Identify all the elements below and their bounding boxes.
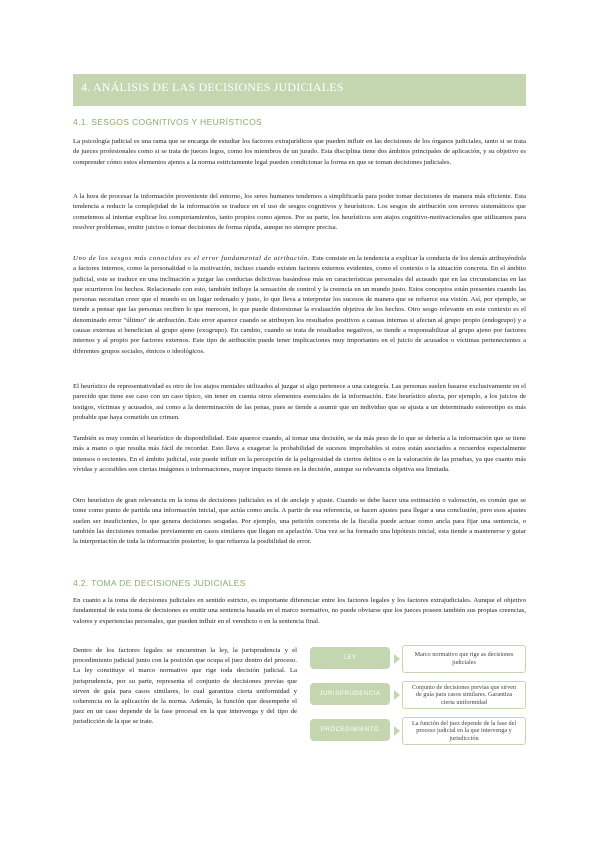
paragraph: También es muy común el heurístico de disponibilidad. Este aparece cuando, al tomar una decisión, se da más peso de lo que se debería a la información que se tiene más a mano o que resulta más fácil de recordar. Esto lleva a exagerar la probabilidad de sucesos improbables si estos están asociados a recuerdos especialmente intensos o recientes. En el ámbito judicial, este puede influir en la percepción de la peligrosidad de ciertos delitos o en la valoración de las pruebas, ya que cuanto más vívidas y accesibles son ciertas imágenes o informaciones, mayor impacto tienen en la decisión, aunque su relevancia objetiva sea limitada. [73,435,526,473]
diagram-description: Marco normativo que rige as decisiones judiciales [402,645,526,673]
section-title: 4. ANÁLISIS DE LAS DECISIONES JUDICIALES [81,80,344,94]
paragraph: En cuanto a la toma de decisiones judiciales en sentido estricto, es importante diferenciar entre los factores legales y los factores extrajudiciales. Aunque el objetivo fundamental de esta toma de decisiones es emitir una sentencia basada en el marco normativo, no puede obviarse que los jueces poseen también sus propias creencias, valores y experiencias personales, que pueden influir en el veredicto o en la sentencia final. [73,597,526,625]
diagram-row-ley [310,645,528,675]
emphasis-text: Uno de los sesgos más conocidos es el error fundamental de atribución. [73,255,311,262]
diagram-description: La función del juez depende de la fase del proceso judicial en la que intervenga y jurisdicción [402,717,526,745]
diagram-label: LEY [310,647,390,669]
diagram-description: Conjunto de decisiones previas que sirven de guía para casos similares. Garantiza cierta uniformidad [402,681,526,709]
paragraph: A la hora de procesar la información proveniente del entorno, los seres humanos tendemos a simplificarla para poder tomar decisiones de manera más eficiente. Esta tendencia a reducir la complejidad de la información se traduce en el uso de sesgos cognitivos y heurísticos. Los sesgos de atribución son errores sistemáticos que cometemos al intentar explicar los comportamientos, tanto propios como ajenos. Por su parte, los heurísticos son atajos cognitivo-motivacionales que utilizamos para resolver problemas, emitir juicios o tomar decisiones de forma rápida, aunque no siempre precisa. [73,193,526,231]
paragraph: El heurístico de representatividad es otro de los atajos mentales utilizados al juzgar si algo pertenece a una categoría. Las personas suelen basarse exclusivamente en el parecido que tiene ese caso con un caso típico, sin tener en cuenta otros elementos esenciales de la información. Este heurístico afecta, por ejemplo, a los juicios de testigos, víctimas y acusados, así como a la determinación de las penas, pues se tiende a asumir que un individuo que se ajusta a un determinado estereotipo es más probable que haya cometido un crimen. [73,383,526,421]
paragraph [73,254,526,357]
paragraph-text: Este consiste en la tendencia a explicar la conducta de los demás atribuyéndola a factores internos, como la personalidad o la motivación, incluso cuando existen factores externos evidentes, como el contexto o la situación concreta. En el ámbito judicial, este se traduce en una inclinación a juzgar las conductas delictivas basándose más en características personales del acusado que en las circunstancias en las que ocurrieron los hechos. Relacionado con esto, también influye la sensación de control y la creencia en un mundo justo. Estos conceptos están presentes cuando las personas necesitan creer que el mundo es un lugar ordenado y justo, lo que lleva a interpretar los sucesos de manera que se refuerce esa visión. Así, por ejemplo, se tiende a pensar que las personas reciben lo que merecen, lo que puede distorsionar la evaluación objetiva de los hechos. Otro sesgo relevante en este contexto es el denominado error "último" de atribución. Este error aparece cuando se atribuyen los resultados positivos a causas internas si afectan al grupo propio (endogrupo) y a causas externas si benefician al grupo ajeno (exogrupo). En cambio, cuando se trata de resultados negativos, se tiende a responsabilizar al grupo ajeno por factores internos y al propio por factores externos. Este tipo de atribución puede tener implicaciones muy importantes en el juicio de acusados o víctimas pertenecientes a diferentes grupos sociales, étnicos o ideológicos. [73,255,527,355]
diagram-row-jurisprudencia [310,681,528,711]
arrow-right-icon [394,654,400,664]
subsection-title-toma-decisiones: 4.2. TOMA DE DECISIONES JUDICIALES [73,578,246,588]
diagram-row-procedimiento [310,717,528,747]
diagram-label: JURISPRUDENCIA [310,683,390,705]
arrow-right-icon [394,690,400,700]
subsection-title-sesgos: 4.1. SESGOS COGNITIVOS Y HEURÍSTICOS [73,117,263,127]
section-banner [73,74,526,106]
diagram-label: PROCEDIMIENTO [310,719,390,741]
arrow-right-icon [394,726,400,736]
paragraph: Dentro de los factores legales se encuentran la ley, la jurisprudencia y el procedimiento judicial junto con la posición que ocupa el juez dentro del proceso. La ley constituye el marco normativo que rige toda decisión judicial. La jurisprudencia, por su parte, representa el conjunto de decisiones previas que sirven de guía para casos similares, lo cual garantiza cierta uniformidad y coherencia en la aplicación de la norma. Además, la función que desempeñe el juez en un caso depende de la fase procesal en la que intervenga y del tipo de jurisdicción de la que se trate. [73,647,297,726]
paragraph: La psicología judicial es una rama que se encarga de estudiar los factores extrajurídicos que pueden influir en las decisiones de los órganos judiciales, tanto si se trata de jueces profesionales como si se trata de jueces legos, como los miembros de un jurado. Esta disciplina tiene dos ámbitos principales de aplicación, y su objetivo es comprender cómo estos elementos ajenos a la norma estrictamente legal pueden condicionar la forma en que se toman decisiones judiciales. [73,138,526,166]
paragraph: Otro heurístico de gran relevancia en la toma de decisiones judiciales es el de anclaje y ajuste. Cuando se debe hacer una estimación o valoración, es común que se tome como punto de partida una información inicial, que actúa como ancla. A partir de esa referencia, se hacen ajustes para llegar a una conclusión, pero esos ajustes suelen ser insuficientes, lo que genera decisiones sesgadas. Por ejemplo, una petición concreta de la fiscalía puede actuar como ancla para fijar una sentencia, o también las decisiones tomadas previamente en casos similares que llegan en apelación. Una vez se ha formado una hipótesis inicial, esta tiende a mantenerse y guiar la interpretación de toda la información posterior, lo que refuerza la posibilidad de error. [73,497,526,546]
legal-factors-diagram [310,645,528,749]
